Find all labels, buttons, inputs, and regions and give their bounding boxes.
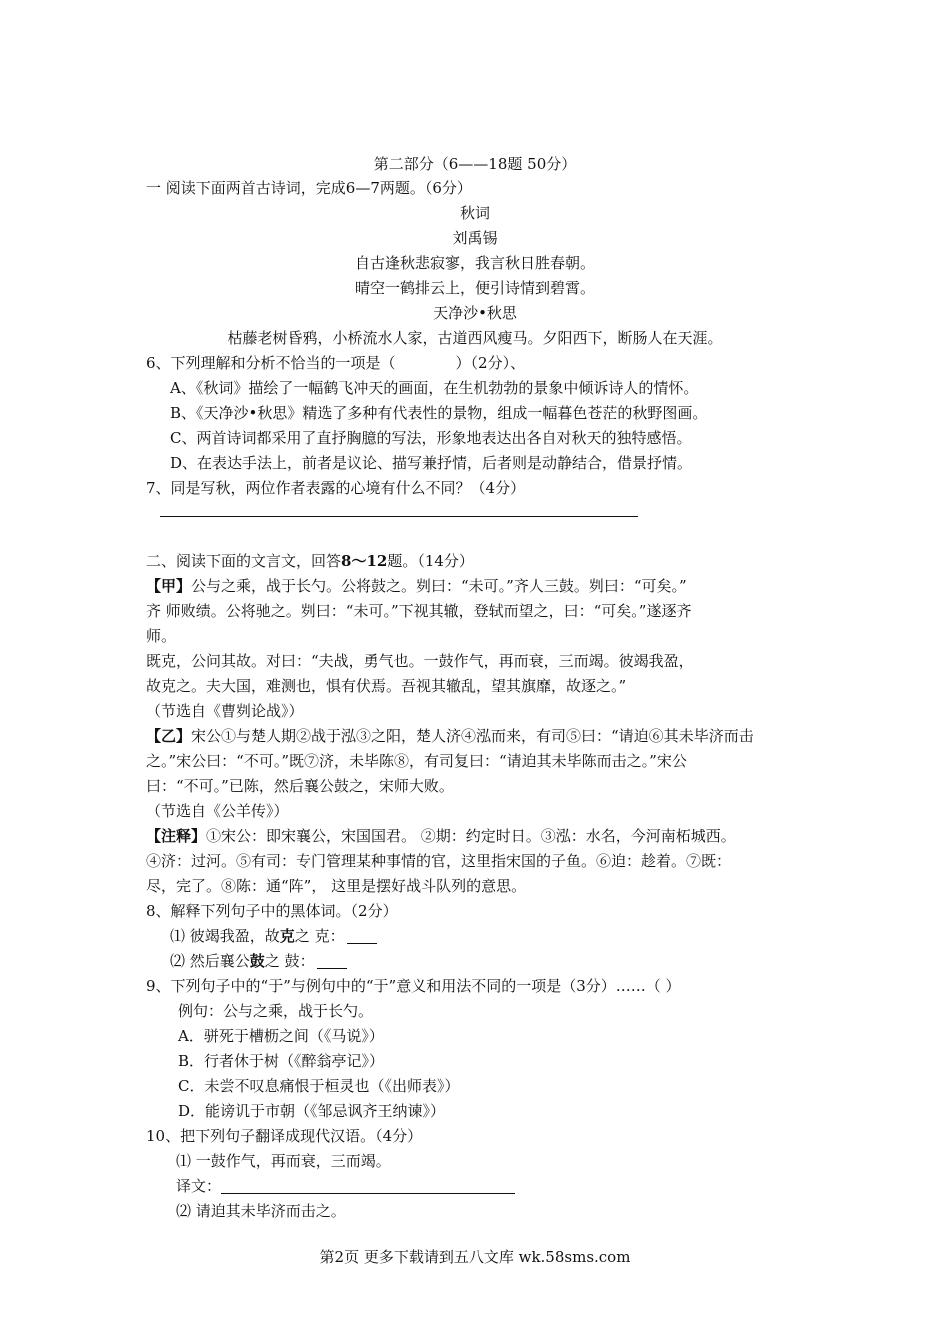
notes-line-2: ④济：过河。⑤有司：专门管理某种事情的官，这里指宋国的子鱼。⑥迫：趁着。⑦既： bbox=[146, 852, 732, 870]
poem2-title: 天净沙•秋思 bbox=[433, 304, 517, 322]
poem1-title: 秋词 bbox=[459, 204, 490, 222]
question-6-stem-start: 6、下列理解和分析不恰当的一项是（ bbox=[146, 354, 396, 372]
question-10-stem: 10、把下列句子翻译成现代汉语。（4分） bbox=[146, 1127, 423, 1145]
passage-yi-text-1: 宋公①与楚人期②战于泓③之阳，楚人济④泓而来，有司⑤曰：“请迫⑥其未毕济而击 bbox=[191, 727, 754, 745]
answer-blank-q8-1[interactable] bbox=[347, 929, 377, 944]
passage-jia-tag: 【甲】 bbox=[146, 577, 192, 595]
answer-line-q7 bbox=[160, 516, 638, 517]
question-8-item-1 bbox=[170, 926, 377, 946]
section2-heading-range: 8～12 bbox=[341, 552, 388, 570]
notes-line-3: 尽，完了。⑧陈：通“阵”， 这里是摆好战斗队列的意思。 bbox=[146, 877, 527, 895]
question-9-stem: 9、下列句子中的“于”与例句中的“于”意义和用法不同的一项是（3分）……（ ） bbox=[146, 977, 681, 995]
section1-heading: 一 阅读下面两首古诗词，完成6—7两题。（6分） bbox=[146, 179, 472, 197]
part-title: 第二部分（6——18题 50分） bbox=[373, 155, 577, 173]
translation-label: 译文： bbox=[176, 1177, 222, 1195]
question-7-stem: 7、同是写秋，两位作者表露的心境有什么不同？（4分） bbox=[146, 479, 526, 497]
notes-line-1 bbox=[146, 826, 736, 846]
poem1-author: 刘禹锡 bbox=[452, 229, 498, 247]
question-6-option-d: D、在表达手法上，前者是议论、描写兼抒情，后者则是动静结合，借景抒情。 bbox=[170, 454, 693, 472]
question-9-option-c: C．未尝不叹息痛恨于桓灵也（《出师表》） bbox=[178, 1077, 460, 1095]
passage-yi-tag: 【乙】 bbox=[146, 727, 192, 745]
notes-tag: 【注释】 bbox=[146, 827, 207, 845]
question-6-option-b: B、《天净沙•秋思》精选了多种有代表性的景物，组成一幅暮色苍茫的秋野图画。 bbox=[170, 404, 708, 422]
question-9-option-d: D．能谤讥于市朝（《邹忌讽齐王纳谏》） bbox=[178, 1102, 446, 1120]
passage-jia-line-5: 故克之。夫大国，难测也，惧有伏焉。吾视其辙乱，望其旗靡，故逐之。” bbox=[146, 677, 627, 695]
question-10-item-1: ⑴ 一鼓作气，再而衰，三而竭。 bbox=[176, 1152, 391, 1170]
passage-jia-line-1 bbox=[146, 576, 687, 596]
passage-jia-text-1: 公与之乘，战于长勺。公将鼓之。刿曰：“未可。”齐人三鼓。刿曰：“可矣。” bbox=[191, 577, 687, 595]
question-8-item-2-pre: ⑵ 然后襄公 bbox=[170, 952, 250, 970]
question-10-item-2: ⑵ 请迫其未毕济而击之。 bbox=[176, 1202, 346, 1220]
question-6-option-a: A、《秋词》描绘了一幅鹤飞冲天的画面，在生机勃勃的景象中倾诉诗人的情怀。 bbox=[170, 379, 699, 397]
section2-heading bbox=[146, 551, 474, 571]
question-8-item-1-pre: ⑴ 彼竭我盈，故 bbox=[170, 927, 280, 945]
passage-yi-source: （节选自《公羊传》） bbox=[146, 802, 289, 820]
section2-heading-end: 题。（14分） bbox=[387, 552, 474, 570]
answer-line-q10-1[interactable] bbox=[221, 1179, 515, 1194]
passage-yi-line-2: 之。”宋公曰：“不可。”既⑦济，未毕陈⑧，有司复曰：“请迫其未毕陈而击之。”宋公 bbox=[146, 752, 687, 770]
notes-text-1: ①宋公：即宋襄公，宋国国君。 ②期：约定时日。③泓：水名，今河南柘城西。 bbox=[206, 827, 736, 845]
question-10-translation bbox=[176, 1176, 515, 1196]
poem2-line: 枯藤老树昏鸦，小桥流水人家，古道西风瘦马。夕阳西下，断肠人在天涯。 bbox=[227, 329, 723, 347]
passage-jia-line-4: 既克，公问其故。对曰：“夫战，勇气也。一鼓作气，再而衰，三而竭。彼竭我盈， bbox=[146, 652, 694, 670]
passage-yi-line-3: 曰：“不可。”已陈，然后襄公鼓之，宋师大败。 bbox=[146, 777, 454, 795]
passage-jia-line-3: 师。 bbox=[146, 627, 177, 645]
question-9-option-b: B．行者休于树（《醉翁亭记》） bbox=[178, 1052, 385, 1070]
passage-yi-line-1 bbox=[146, 726, 754, 746]
question-9-option-a: A．骈死于槽枥之间（《马说》） bbox=[178, 1027, 384, 1045]
page-footer: 第2页 更多下载请到五八文库 wk.58sms.com bbox=[319, 1248, 631, 1266]
poem1-line-1: 自古逢秋悲寂寥，我言秋日胜春朝。 bbox=[354, 254, 595, 272]
question-6-option-c: C、两首诗词都采用了直抒胸臆的写法，形象地表达出各自对秋天的独特感悟。 bbox=[170, 429, 692, 447]
question-6-stem-end: ）（2分）、 bbox=[455, 354, 526, 372]
question-8-stem: 8、解释下列句子中的黑体词。（2分） bbox=[146, 902, 398, 920]
passage-jia-line-2: 齐 师败绩。公将驰之。刿曰：“未可。”下视其辙，登轼而望之，曰：“可矣。”遂逐齐 bbox=[146, 602, 692, 620]
question-8-item-1-keyword: 克 bbox=[279, 927, 295, 945]
question-8-item-2 bbox=[170, 951, 347, 971]
question-8-item-2-keyword: 鼓 bbox=[249, 952, 265, 970]
question-8-item-1-post: 之 克： bbox=[294, 927, 345, 945]
question-6-stem bbox=[146, 353, 525, 373]
answer-blank-q8-2[interactable] bbox=[317, 954, 347, 969]
question-9-example: 例句：公与之乘，战于长勺。 bbox=[178, 1002, 374, 1020]
passage-jia-source: （节选自《曹刿论战》） bbox=[146, 702, 304, 720]
poem1-line-2: 晴空一鹤排云上，便引诗情到碧霄。 bbox=[354, 279, 595, 297]
question-8-item-2-post: 之 鼓： bbox=[264, 952, 315, 970]
section2-heading-start: 二、阅读下面的文言文，回答 bbox=[146, 552, 342, 570]
